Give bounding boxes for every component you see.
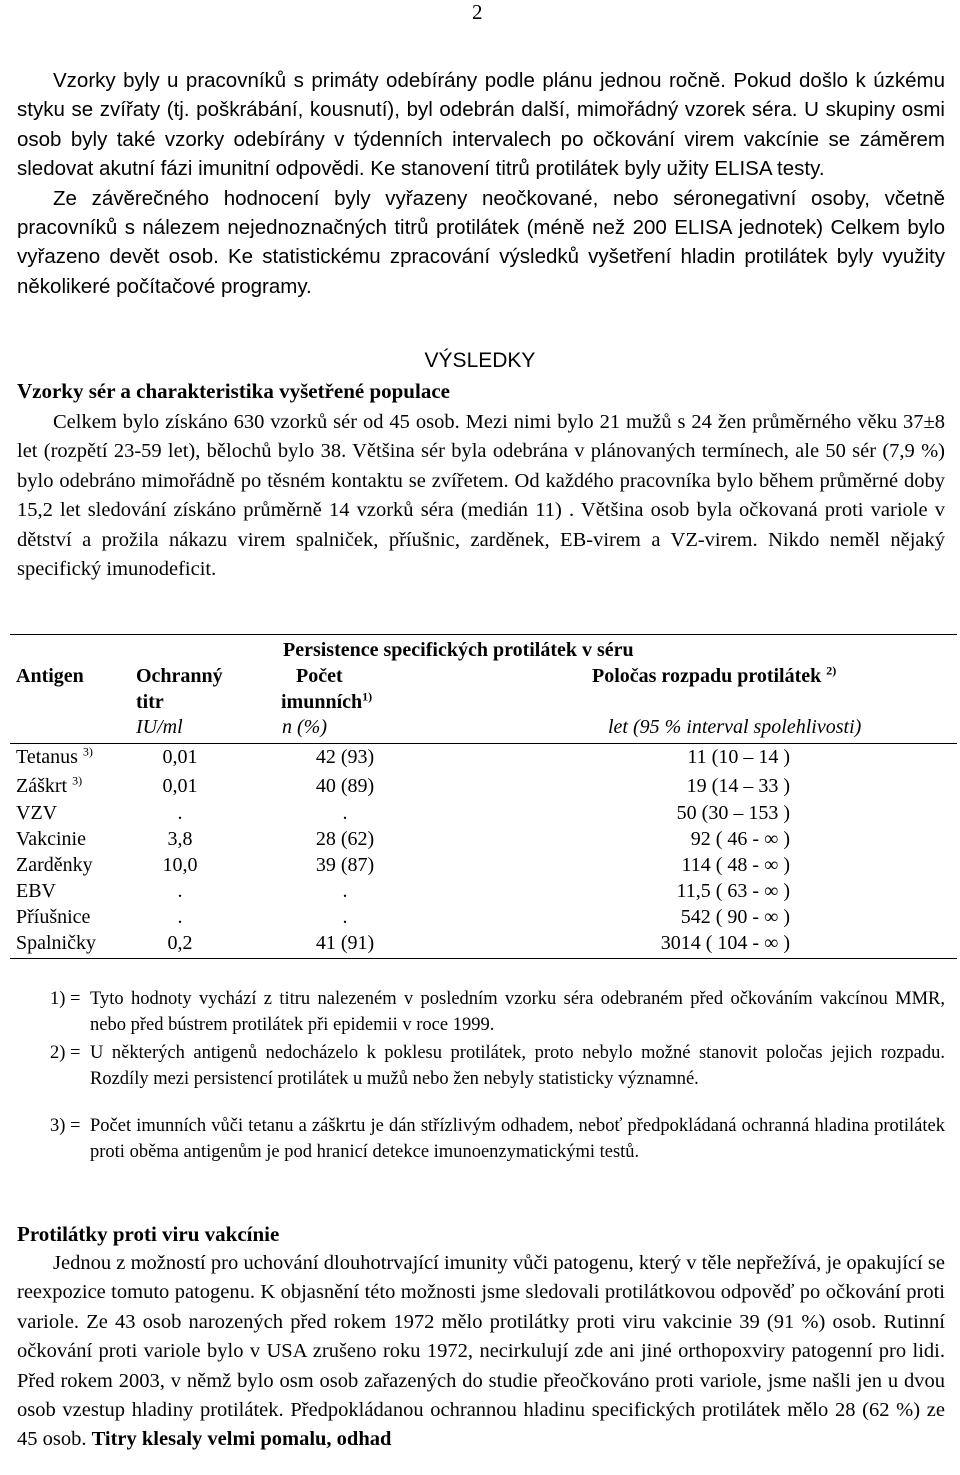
table-cell-titer: 0,01: [162, 746, 198, 768]
table-header-divider: [10, 743, 957, 744]
intro-section: [17, 66, 945, 301]
table-cell-count: .: [342, 802, 348, 824]
table-cell-halflife: 19 (14 – 33 ): [686, 775, 790, 797]
vaccinia-heading: Protilátky proti viru vakcínie: [17, 1222, 280, 1246]
footnote-text: Tyto hodnoty vychází z titru nalezeném v posledním vzorku séra odebraném před očkováním vakcínou MMR, nebo před bústrem protilátek při epidemii v roce 1999.: [90, 989, 945, 1036]
results-paragraph: Celkem bylo získáno 630 vzorků sér od 45 osob. Mezi nimi bylo 21 mužů s 24 žen průměrného věku 37±8 let (rozpětí 23-59 let), bělochů bylo 38. Většina sér byla odebrána v plánovaných termínech, ale 50 sér (7,9 %) bylo odebráno mimořádně po těsném kontaktu se zvířetem. Od každého pracovníka bylo během průměrné doby 15,2 let sledování získáno průměrně 14 vzorků séra (medián 11) . Většina osob byla očkovaná proti variole v dětství a prožila nákazu virem spalniček, příušnic, zarděnek, EB-virem a VZ-virem. Nikdo neměl nějaký specifický imunodeficit.: [17, 411, 945, 581]
results-subheading: Vzorky sér a charakteristika vyšetřené populace: [17, 379, 450, 403]
table-cell-titer: 0,01: [162, 775, 198, 797]
col-header-halflife-unit: let (95 % interval spolehlivosti): [608, 716, 862, 738]
col-header-count-2: imunních$^{1)}$: [281, 689, 373, 713]
col-header-titer-unit: IU/ml: [136, 716, 183, 738]
table-cell-titer: .: [177, 802, 183, 824]
results-section: [17, 408, 945, 584]
table-cell-antigen: Příušnice: [16, 906, 91, 928]
table-cell-titer: .: [177, 880, 183, 902]
col-header-count: Počet: [296, 665, 343, 687]
vaccinia-bold-text: Titry klesaly velmi pomalu, odhad: [91, 1428, 392, 1451]
table-cell-halflife: 92 ( 46 - ∞ ): [690, 828, 790, 850]
col-header-titer-2: titr: [136, 691, 164, 713]
table-cell-titer: 3,8: [167, 828, 193, 850]
table-cell-antigen: Vakcinie: [16, 828, 86, 850]
footnote-label: 3) =: [50, 1116, 81, 1136]
table-group-header: Persistence specifických protilátek v séru: [283, 639, 634, 661]
footnote: [50, 1040, 945, 1093]
vaccinia-paragraph: Jednou z možností pro uchování dlouhotrvající imunity vůči patogenu, který v těle nepřežívá, je opakující se reexpozice tomuto patogenu. K objasnění této možnosti jsme sledovali protilátkovou odpověď po očkování proti variole. Ze 43 osob narozených před rokem 1972 mělo protilátky proti viru vakcinie 39 (91 %) osob. Rutinní očkování proti variole bylo v USA zrušeno roku 1972, necirkulují zde ani jiné orthopoxviry patogenní pro lidi. Před rokem 2003, v němž bylo osm osob zařazených do studie přeočkováno proti variole, jsme našli jen u dvou osob vzestup hladiny protilátek. Předpokládanou ochrannou hladinu specifických protilátek mělo 28 (62 %) ze 45 osob. Titry klesaly velmi pomalu, odhad: [17, 1252, 945, 1451]
intro-paragraph-2: Ze závěrečného hodnocení byly vyřazeny neočkované, nebo séronegativní osoby, včetně pracovníků s nálezem nejednoznačných titrů protilátek (méně než 200 ELISA jednotek) Celkem bylo vyřazeno devět osob. Ke statistickému zpracování výsledků vyšetření hladin protilátek byly využity několikeré počítačové programy.: [17, 186, 945, 298]
table-cell-antigen: Spalničky: [16, 932, 96, 954]
footnote-text: Počet imunních vůči tetanu a záškrtu je dán střízlivým odhadem, neboť předpokládaná ochranná hladina protilátek proti oběma antigenům je pod hranicí detekce imunoenzymatickými testů.: [90, 1116, 945, 1163]
table-cell-titer: 10,0: [162, 854, 198, 876]
table-cell-count: 41 (91): [315, 932, 375, 954]
table-cell-count: 28 (62): [315, 828, 375, 850]
table-cell-halflife: 542 ( 90 - ∞ ): [680, 906, 790, 928]
table-cell-halflife: 11,5 ( 63 - ∞ ): [676, 880, 790, 902]
vaccinia-section: [17, 1249, 945, 1455]
table-cell-count: .: [342, 906, 348, 928]
col-header-halflife: Poločas rozpadu protilátek $^{2)}$: [592, 663, 837, 687]
table-cell-titer: 0,2: [167, 932, 193, 954]
col-header-titer: Ochranný: [136, 665, 223, 687]
footnote: [50, 1113, 945, 1166]
table-cell-count: .: [342, 880, 348, 902]
footnote-label: 2) =: [50, 1043, 81, 1063]
table-cell-halflife: 11 (10 – 14 ): [687, 746, 790, 768]
table-cell-count: 42 (93): [315, 746, 375, 768]
col-header-count-unit: n (%): [282, 716, 327, 738]
footnote-label: 1) =: [50, 989, 81, 1009]
table-cell-antigen: Zarděnky: [16, 854, 93, 876]
table-cell-count: 39 (87): [315, 854, 375, 876]
col-header-antigen: Antigen: [16, 665, 84, 687]
page-number: 2: [472, 0, 483, 24]
antibody-persistence-table: [10, 634, 957, 959]
table-cell-halflife: 114 ( 48 - ∞ ): [681, 854, 790, 876]
results-heading: VÝSLEDKY: [424, 349, 536, 372]
table-cell-antigen: EBV: [16, 880, 56, 902]
footnote: [50, 986, 945, 1039]
table-cell-halflife: 3014 ( 104 - ∞ ): [660, 932, 790, 954]
table-cell-antigen: Záškrt $^{3)}$: [16, 773, 83, 797]
table-cell-antigen: VZV: [16, 802, 58, 824]
table-cell-titer: .: [177, 906, 183, 928]
table-cell-halflife: 50 (30 – 153 ): [676, 802, 790, 824]
footnote-text: U některých antigenů nedocházelo k poklesu protilátek, proto nebylo možné stanovit poločas jejich rozpadu. Rozdíly mezi persistencí protilátek u mužů nebo žen nebyly statisticky významné.: [90, 1043, 945, 1090]
table-cell-count: 40 (89): [315, 775, 375, 797]
intro-paragraph-1: Vzorky byly u pracovníků s primáty odebírány podle plánu jednou ročně. Pokud došlo k úzkému styku se zvířaty (tj. poškrábání, kousnutí), byl odebrán další, mimořádný vzorek séra. U skupiny osmi osob byly také vzorky odebírány v týdenních intervalech po očkování virem vakcínie se záměrem sledovat akutní fázi imunitní odpovědi. Ke stanovení titrů protilátek byly užity ELISA testy.: [17, 69, 945, 181]
table-cell-antigen: Tetanus $^{3)}$: [16, 744, 93, 768]
